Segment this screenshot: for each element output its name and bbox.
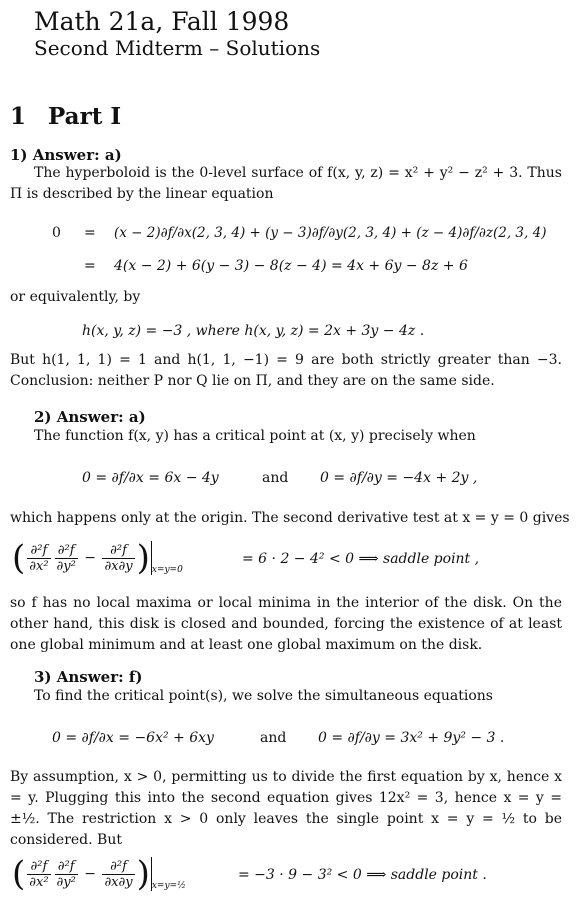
q1-eq2-equals: = bbox=[84, 258, 96, 274]
q2-intro: The function f(x, y) has a critical point at (x, y) precisely when bbox=[34, 428, 476, 444]
q2-hessian-subscript: x=y=0 bbox=[151, 565, 183, 575]
q2-hessian-rhs: = 6 · 2 − 4² < 0 ⟹ saddle point , bbox=[242, 551, 480, 567]
q3-hessian-rhs: = −3 · 9 − 3² < 0 ⟹ saddle point . bbox=[238, 867, 487, 883]
q2-answer: 2) Answer: a) bbox=[34, 408, 146, 426]
document-subtitle: Second Midterm – Solutions bbox=[34, 36, 321, 60]
q3-assumption: By assumption, x > 0, permitting us to divide the first equation by x, hence x = y. Plugging this into the second equation gives 12x² = 3, hence x = y = ±½. The restriction x > 0 only leaves the single point x = y = ½ to be considered. But bbox=[10, 769, 562, 848]
q3-eq-right: 0 = ∂f/∂y = 3x² + 9y² − 3 . bbox=[318, 730, 505, 746]
q3-eq-left: 0 = ∂f/∂x = −6x² + 6xy bbox=[52, 730, 214, 746]
q3-and: and bbox=[260, 730, 287, 746]
q2-eq-left: 0 = ∂f/∂x = 6x − 4y bbox=[82, 470, 219, 486]
q1-eq2-rhs: 4(x − 2) + 6(y − 3) − 8(z − 4) = 4x + 6y − 8z + 6 bbox=[114, 258, 468, 274]
q2-and: and bbox=[262, 470, 289, 486]
section-title: Part I bbox=[48, 103, 122, 130]
course-title: Math 21a, Fall 1998 bbox=[34, 7, 290, 36]
q3-hessian-subscript: x=y=½ bbox=[151, 881, 186, 891]
q2-eq-right: 0 = ∂f/∂y = −4x + 2y , bbox=[320, 470, 478, 486]
section-heading bbox=[10, 104, 121, 130]
q3-intro: To find the critical point(s), we solve the simultaneous equations bbox=[34, 688, 493, 704]
q1-or-text: or equivalently, by bbox=[10, 289, 141, 305]
q1-answer: 1) Answer: a) bbox=[10, 146, 122, 164]
q2-origin-text: which happens only at the origin. The second derivative test at x = y = 0 gives bbox=[10, 510, 570, 526]
q1-eq1-rhs: (x − 2)∂f/∂x(2, 3, 4) + (y − 3)∂f/∂y(2, 3, 4) + (z − 4)∂f/∂z(2, 3, 4) bbox=[114, 225, 547, 241]
section-number: 1 bbox=[10, 103, 27, 130]
q1-eq1-equals: = bbox=[84, 225, 96, 241]
q1-eq3: h(x, y, z) = −3 , where h(x, y, z) = 2x + 3y − 4z . bbox=[82, 323, 425, 339]
q2-conclusion: so f has no local maxima or local minima in the interior of the disk. On the other hand, this disk is closed and bounded, forcing the existence of at least one global minimum and at least one global maximum on the disk. bbox=[10, 595, 562, 653]
q1-intro: The hyperboloid is the 0-level surface of f(x, y, z) = x² + y² − z² + 3. Thus Π is described by the linear equation bbox=[10, 165, 562, 202]
q1-conclusion: But h(1, 1, 1) = 1 and h(1, 1, −1) = 9 are both strictly greater than −3. Conclusion: neither P nor Q lie on Π, and they are on the same side. bbox=[10, 352, 562, 389]
q3-hessian: ( $\frac{\text{∂²f}}{\text{∂x²}}$ $\frac{\text{∂²f}}{\text{∂y²}}$ − $\frac{\text{∂²f}}{\partial x\partial y}$ ) $_{x=y=\frac{1}{2}}$ bbox=[12, 854, 186, 894]
q3-answer: 3) Answer: f) bbox=[34, 668, 143, 686]
q2-hessian: ( $\frac{\text{∂²f}}{\text{∂x²}}$ $\frac{\text{∂²f}}{\text{∂y²}}$ − $\frac{\text{∂²f}}{\partial x\partial y}$ ) $_{x=y=0}$ bbox=[12, 538, 183, 578]
q1-eq1-lhs: 0 bbox=[52, 225, 61, 241]
